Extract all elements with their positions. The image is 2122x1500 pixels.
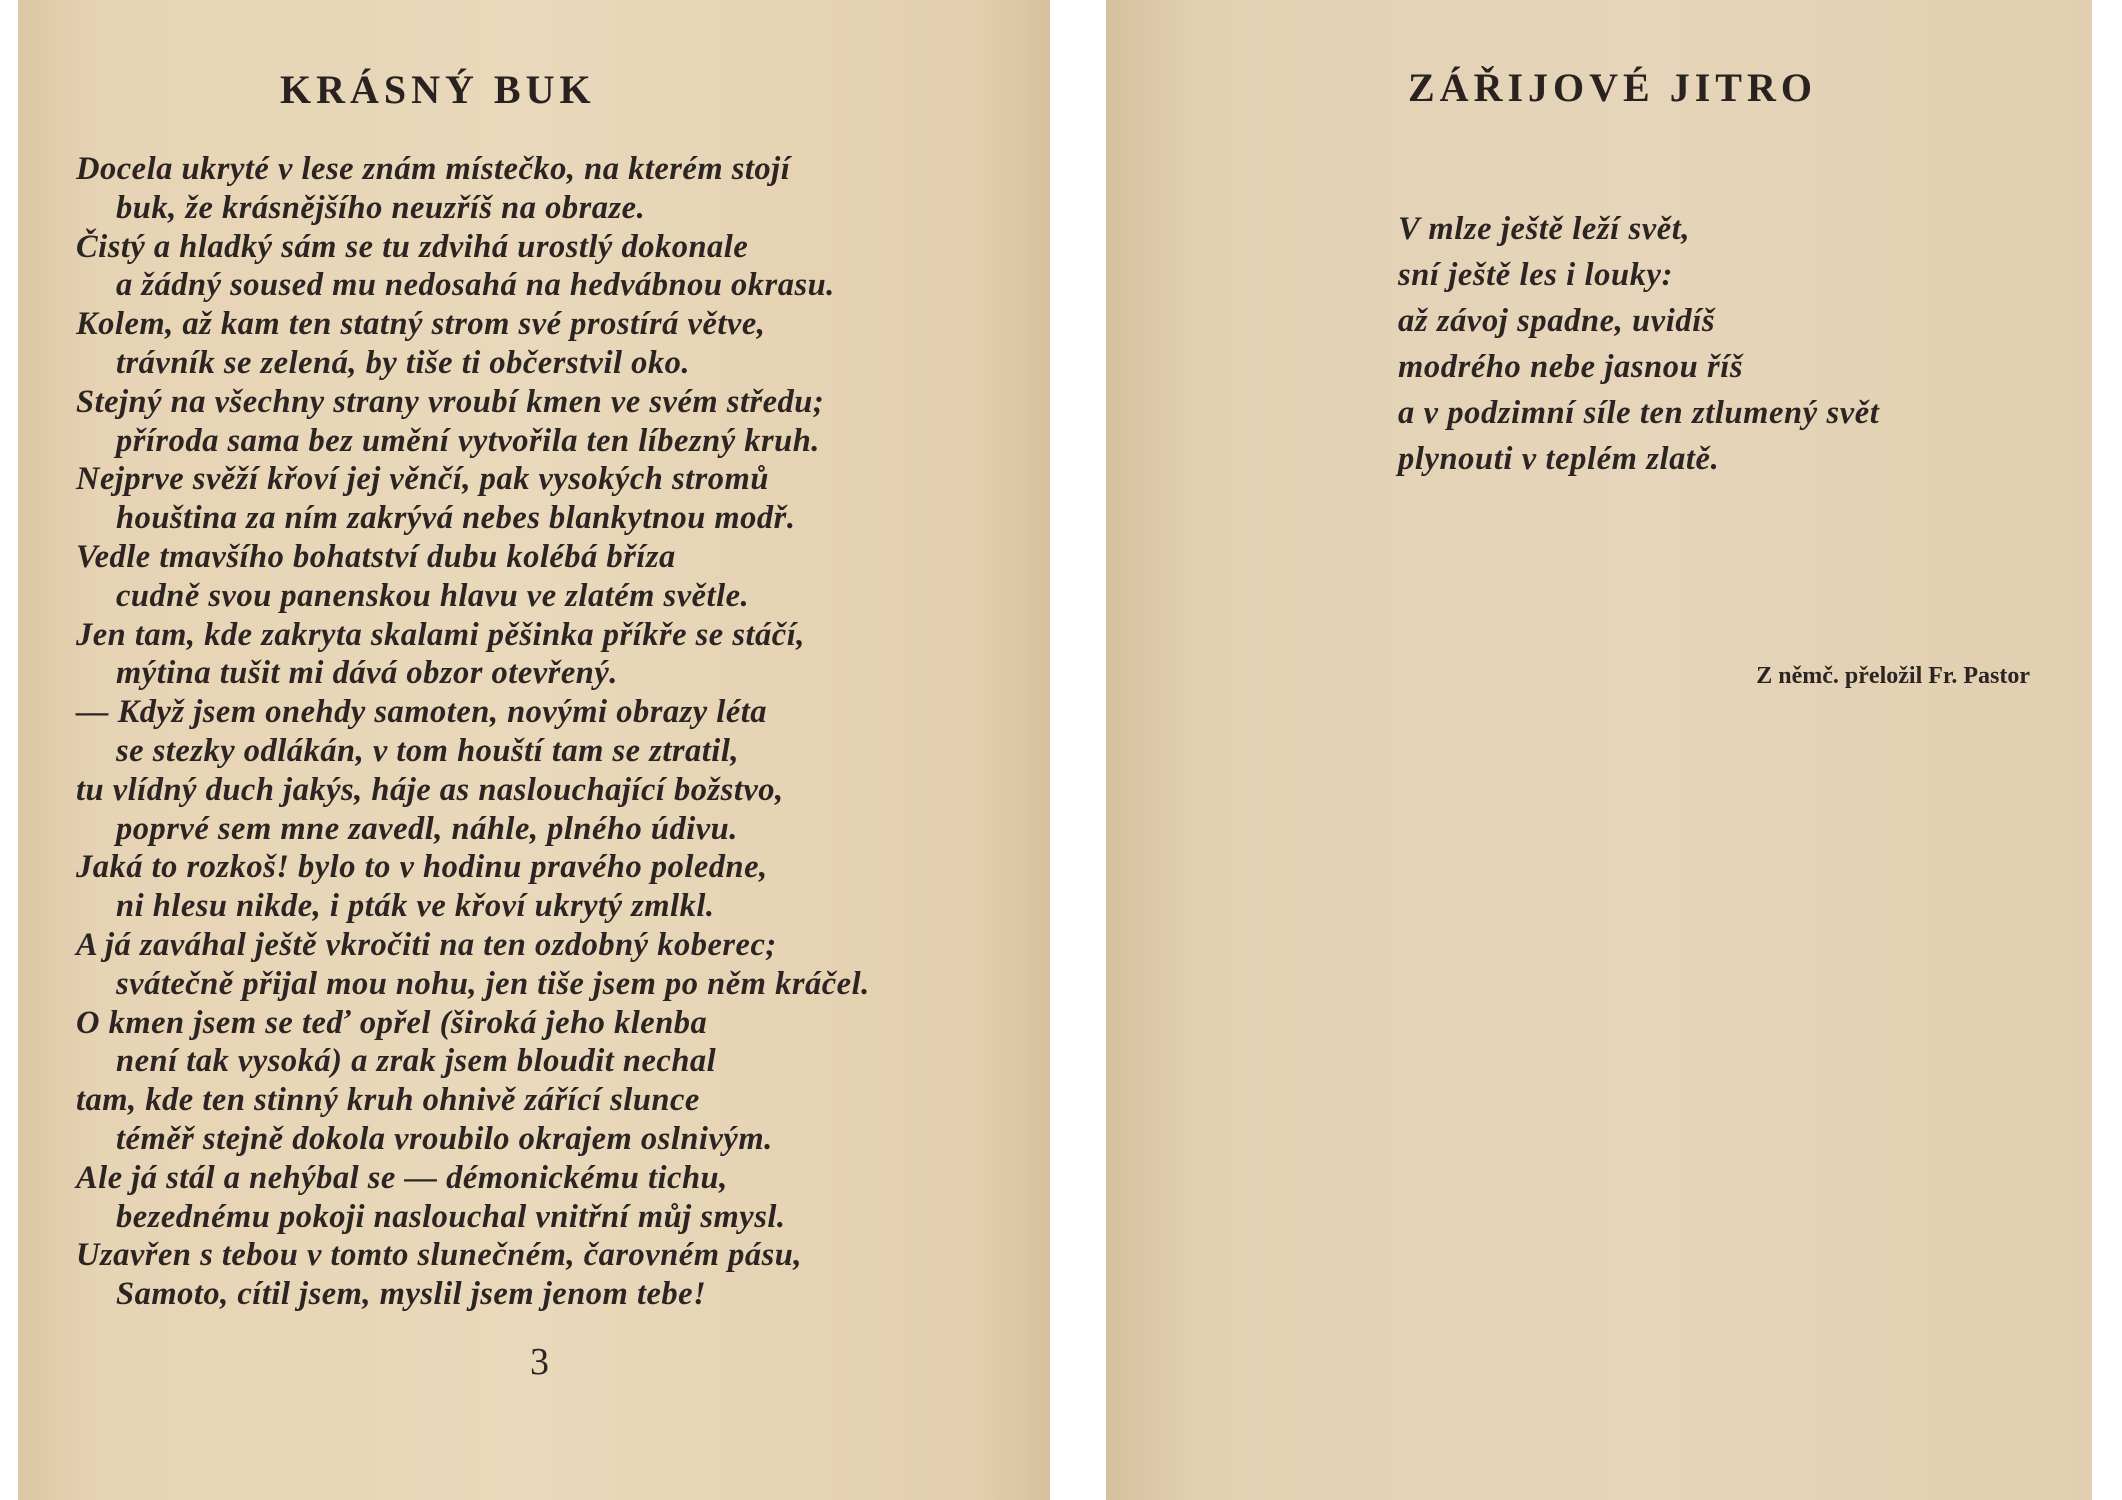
poem-line: bezednému pokoji naslouchal vnitřní můj smysl. — [116, 1198, 786, 1235]
poem-line: tu vlídný duch jakýs, háje as naslouchající božstvo, — [76, 771, 784, 808]
poem-line: Jen tam, kde zakryta skalami pěšinka příkře se stáčí, — [76, 616, 805, 653]
poem-line: plynouti v teplém zlatě. — [1398, 441, 1720, 477]
poem-line: cudně svou panenskou hlavu ve zlatém světle. — [116, 577, 750, 614]
poem-line: modrého nebe jasnou říš — [1398, 349, 1744, 385]
poem-line: Stejný na všechny strany vroubí kmen ve svém středu; — [76, 383, 825, 420]
poem-line: Jaká to rozkoš! bylo to v hodinu pravého poledne, — [76, 849, 768, 886]
right-page — [1106, 0, 2092, 1500]
poem-line: Nejprve svěží křoví jej věnčí, pak vysokých stromů — [76, 461, 769, 498]
poem-line: houština za ním zakrývá nebes blankytnou modř. — [116, 500, 796, 537]
poem-body — [76, 150, 870, 1314]
poem-line: Docela ukryté v lese znám místečko, na kterém stojí — [76, 151, 791, 187]
poem-body — [1398, 206, 1879, 482]
poem-line: svátečně přijal mou nohu, jen tiše jsem po něm kráčel. — [116, 965, 870, 1002]
translator-credit: Z němč. přeložil Fr. Pastor — [1756, 663, 2030, 689]
poem-line: Kolem, až kam ten statný strom své prostírá větve, — [76, 306, 766, 343]
poem-line: a v podzimní síle ten ztlumený svět — [1398, 395, 1880, 431]
poem-line: O kmen jsem se teď opřel (široká jeho klenba — [76, 1004, 708, 1041]
poem-line: Čistý a hladký sám se tu zdvihá urostlý dokonale — [76, 228, 749, 265]
poem-title: KRÁSNÝ BUK — [280, 67, 596, 112]
poem-line: není tak vysoká) a zrak jsem bloudit nechal — [116, 1043, 717, 1080]
left-page — [18, 0, 1050, 1500]
poem-line: trávník se zelená, by tiše ti občerstvil oko. — [116, 344, 691, 381]
poem-line: až závoj spadne, uvidíš — [1398, 303, 1716, 339]
poem-line: A já zaváhal ještě vkročiti na ten ozdobný koberec; — [76, 926, 777, 963]
poem-line: ni hlesu nikde, i pták ve křoví ukrytý zmlkl. — [116, 888, 715, 925]
poem-title: ZÁŘIJOVÉ JITRO — [1408, 65, 1817, 110]
poem-line: Samoto, cítil jsem, myslil jsem jenom tebe! — [116, 1276, 707, 1313]
poem-line: mýtina tušit mi dává obzor otevřený. — [116, 655, 618, 692]
page-number: 3 — [530, 1341, 549, 1383]
poem-line: buk, že krásnějšího neuzříš na obraze. — [116, 189, 646, 226]
poem-line: příroda sama bez umění vytvořila ten líbezný kruh. — [116, 422, 820, 459]
poem-line: Uzavřen s tebou v tomto slunečném, čarovném pásu, — [76, 1237, 802, 1274]
poem-line: — Když jsem onehdy samoten, novými obrazy léta — [76, 694, 768, 731]
poem-line: sní ještě les i louky: — [1398, 257, 1673, 293]
poem-line: tam, kde ten stinný kruh ohnivě zářící slunce — [76, 1082, 700, 1119]
poem-line: poprvé sem mne zavedl, náhle, plného údivu. — [116, 810, 738, 847]
poem-line: Vedle tmavšího bohatství dubu kolébá bříza — [76, 538, 676, 575]
poem-line: téměř stejně dokola vroubilo okrajem oslnivým. — [116, 1120, 773, 1157]
poem-line: V mlze ještě leží svět, — [1398, 211, 1691, 247]
poem-line: Ale já stál a nehýbal se — démonickému tichu, — [76, 1159, 728, 1196]
poem-line: a žádný soused mu nedosahá na hedvábnou okrasu. — [116, 267, 835, 304]
poem-line: se stezky odlákán, v tom houští tam se ztratil, — [116, 732, 739, 769]
